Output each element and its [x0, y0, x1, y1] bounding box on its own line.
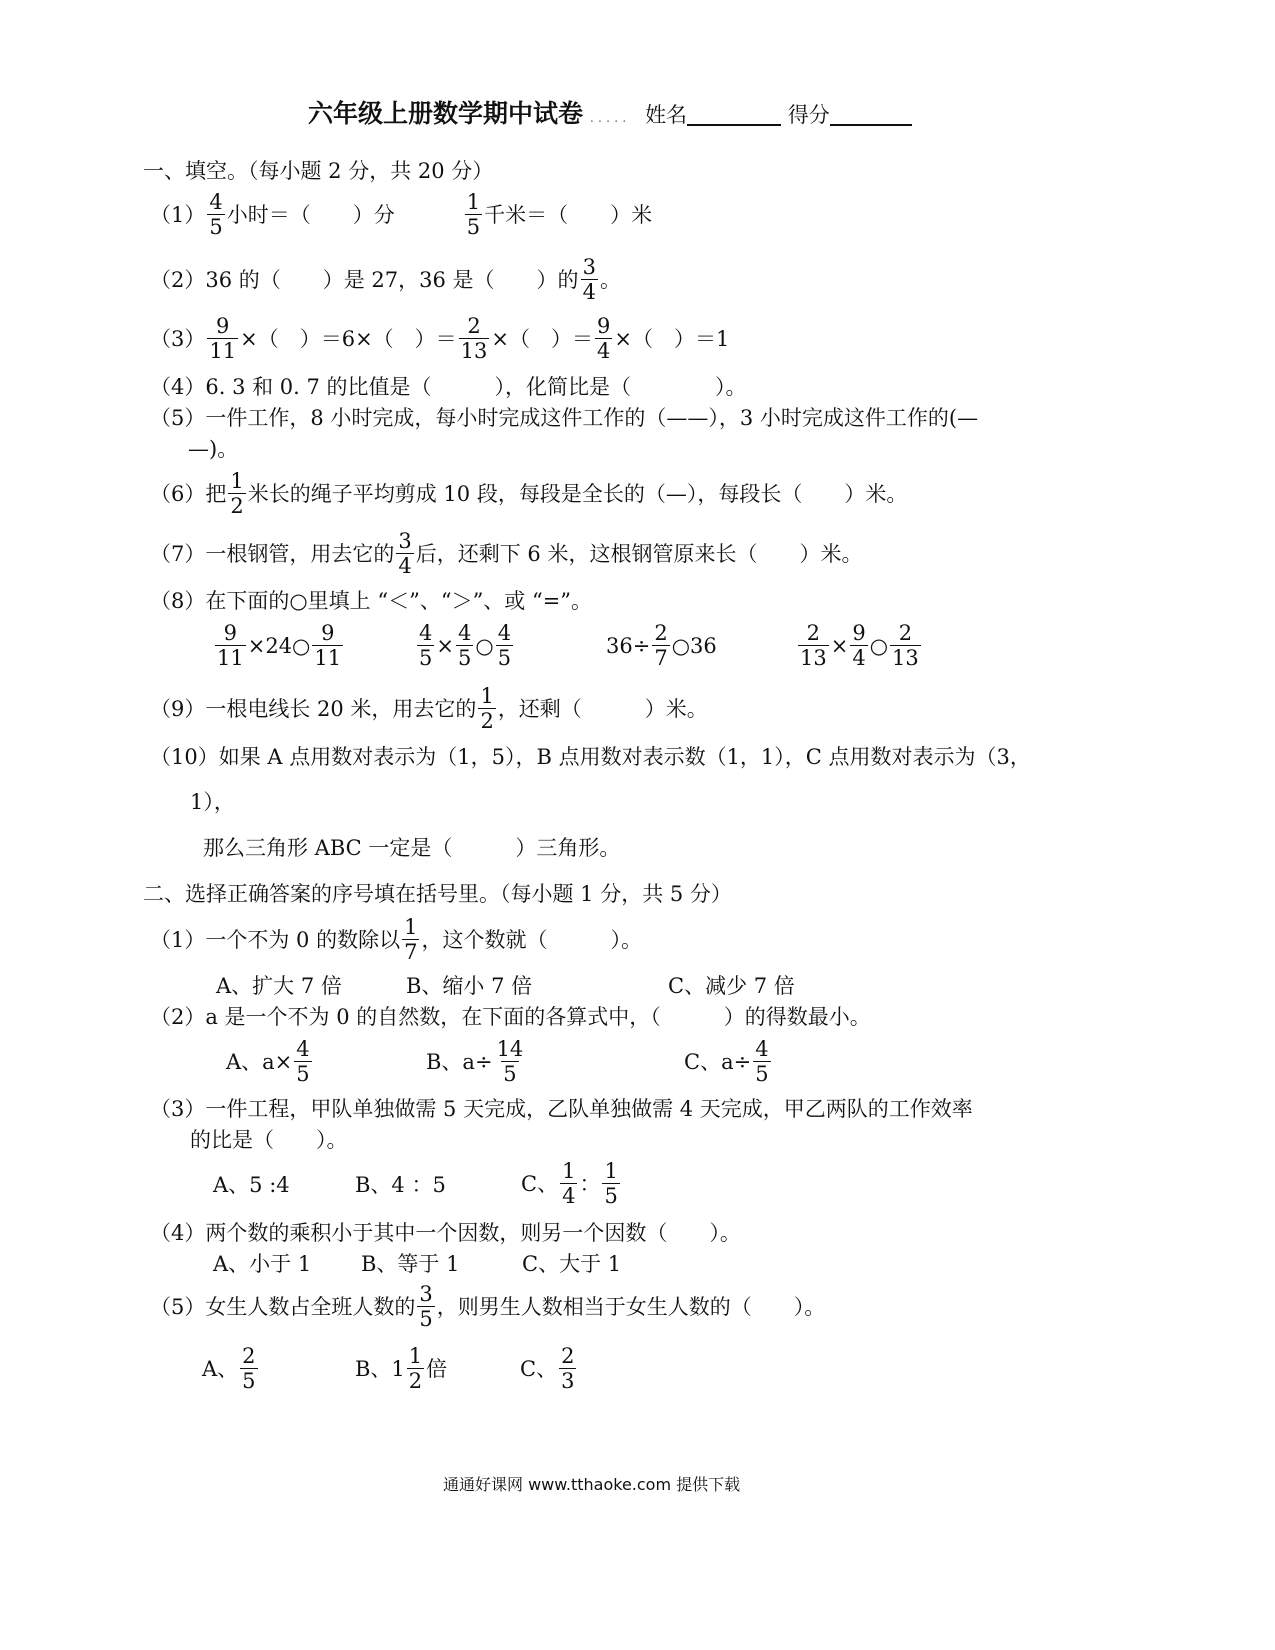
fraction: $\frac{4}{5}$ [457, 621, 472, 670]
q-text-end: 。 [599, 267, 621, 292]
question-1-2 [150, 257, 621, 303]
option-label: B、a÷ [426, 1049, 493, 1074]
option-b[interactable]: B、4 ：5 [355, 1173, 446, 1197]
fraction: $\frac{9}{4}$ [852, 621, 866, 670]
option-b[interactable]: B、缩小 7 倍 [406, 974, 533, 998]
question-2-5 [150, 1284, 825, 1330]
question-1-4: （4）6. 3 和 0. 7 的比值是（ ），化简比是（ ）。 [150, 375, 747, 399]
fraction: $\frac{4}{5}$ [419, 621, 433, 670]
fraction: $\frac{9}{11}$ [217, 621, 244, 670]
question-2-1 [150, 917, 642, 963]
question-1-7 [150, 531, 862, 577]
question-1-10-line1: （10）如果 A 点用数对表示为（1，5），B 点用数对表示数（1，1），C 点用数对表示为（3， [150, 745, 1031, 769]
question-1-5-line1: （5）一件工作，8 小时完成，每小时完成这件工作的（——），3 小时完成这件工作的(— [150, 406, 979, 430]
page-footer: 通通好课网 www.tthaoke.com 提供下载 [443, 1475, 741, 1494]
option-a[interactable]: A、5 :4 [213, 1173, 290, 1197]
question-1-3 [150, 316, 729, 362]
operator: ○36 [671, 633, 717, 658]
fraction: $\frac{1}{5}$ [604, 1159, 618, 1208]
fraction: $\frac{1}{2}$ [408, 1344, 423, 1393]
compare-expr-2 [415, 623, 515, 669]
option-unit: 倍 [426, 1356, 448, 1381]
question-1-8: （8）在下面的○里填上 “＜”、“＞”、或 “=”。 [150, 589, 593, 613]
option-c[interactable] [684, 1039, 773, 1085]
option-label: C、a÷ [684, 1049, 752, 1074]
exam-header [308, 101, 912, 126]
fraction: $\frac{1}{4}$ [562, 1159, 576, 1208]
fraction: $\frac{2}{7}$ [654, 621, 668, 670]
compare-expr-3 [606, 623, 717, 669]
q-text: （5）女生人数占全班人数的 [150, 1294, 416, 1319]
fraction: $\frac{1}{2}$ [230, 469, 244, 518]
option-label: A、 [202, 1356, 239, 1381]
fraction: $\frac{9}{11}$ [314, 621, 342, 670]
q-text: （2）36 的（ ）是 27，36 是（ ）的 [150, 267, 579, 292]
q-text: ，则男生人数相当于女生人数的（ ）。 [436, 1294, 826, 1319]
option-a[interactable]: A、扩大 7 倍 [216, 974, 342, 998]
question-1-10-line3: 那么三角形 ABC 一定是（ ）三角形。 [203, 836, 621, 860]
fraction: $\frac{2}{13}$ [892, 621, 919, 670]
option-a[interactable]: A、小于 1 [213, 1252, 312, 1276]
q-text: （7）一根钢管，用去它的 [150, 541, 395, 566]
operator: ○ [475, 633, 494, 658]
exam-title: 六年级上册数学期中试卷 [308, 99, 584, 128]
option-a[interactable] [226, 1039, 314, 1085]
fraction: $\frac{2}{5}$ [242, 1344, 256, 1393]
fraction: $\frac{4}{5}$ [296, 1037, 310, 1086]
fraction: $\frac{1}{5}$ [466, 190, 481, 239]
q-text: ×（ ）＝ [491, 326, 594, 351]
compare-expr-4 [796, 623, 923, 669]
option-b[interactable] [426, 1039, 527, 1085]
q-text: ，还剩（ ）米。 [497, 696, 708, 721]
question-1-6 [150, 471, 907, 517]
question-2-2: （2）a 是一个不为 0 的自然数，在下面的各算式中，（ ）的得数最小。 [150, 1005, 871, 1029]
name-blank[interactable] [687, 102, 781, 126]
option-c[interactable]: C、大于 1 [522, 1252, 622, 1276]
score-label: 得分 [787, 103, 830, 127]
operator: × [830, 633, 849, 658]
fraction: $\frac{4}{5}$ [755, 1037, 769, 1086]
operator: ×24○ [247, 633, 311, 658]
q-text: （1）一个不为 0 的数除以 [150, 927, 401, 952]
option-label: C、 [520, 1356, 558, 1381]
q-text: ×（ ）＝6×（ ）＝ [240, 326, 457, 351]
fraction: $\frac{2}{13}$ [460, 314, 488, 363]
question-2-3-line1: （3）一件工程，甲队单独做需 5 天完成，乙队单独做需 4 天完成，甲乙两队的工作效率 [150, 1097, 973, 1121]
q-text: 小时＝（ ）分 [226, 202, 395, 227]
fraction: $\frac{2}{13}$ [800, 621, 827, 670]
name-label: 姓名 [645, 103, 688, 127]
q-text: ×（ ）＝1 [614, 326, 730, 351]
operator: 36÷ [606, 633, 651, 658]
option-b[interactable]: B、等于 1 [361, 1252, 460, 1276]
q-text: 千米＝（ ）米 [484, 202, 653, 227]
fraction: $\frac{3}{4}$ [398, 529, 412, 578]
compare-expr-1 [213, 623, 345, 669]
title-dots: ..... [589, 111, 631, 126]
option-b[interactable] [355, 1346, 447, 1392]
q-text: 后，还剩下 6 米，这根钢管原来长（ ）米。 [415, 541, 863, 566]
option-label: B、1 [355, 1356, 405, 1381]
fraction: $\frac{1}{2}$ [480, 684, 494, 733]
fraction: $\frac{3}{4}$ [582, 255, 596, 304]
fraction: $\frac{4}{5}$ [497, 621, 512, 670]
fraction: $\frac{2}{3}$ [561, 1344, 575, 1393]
section-1-heading: 一、填空。（每小题 2 分，共 20 分） [143, 159, 494, 183]
fraction: $\frac{4}{5}$ [209, 190, 223, 239]
question-1-1 [150, 192, 652, 238]
q-text: 米长的绳子平均剪成 10 段，每段是全长的（—），每段长（ ）米。 [247, 481, 908, 506]
q-text: ，这个数就（ ）。 [421, 927, 642, 952]
q-text: （9）一根电线长 20 米，用去它的 [150, 696, 477, 721]
q-number: （3） [150, 326, 206, 351]
q-text: （6）把 [150, 481, 227, 506]
operator: ○ [869, 633, 889, 658]
question-1-10-line2: 1）， [190, 790, 235, 814]
option-c[interactable] [520, 1346, 578, 1392]
score-blank[interactable] [830, 102, 912, 126]
ratio-separator: ： [579, 1171, 601, 1196]
section-2-heading: 二、选择正确答案的序号填在括号里。（每小题 1 分，共 5 分） [143, 882, 732, 906]
question-2-4: （4）两个数的乘积小于其中一个因数，则另一个因数（ ）。 [150, 1221, 741, 1245]
fraction: $\frac{9}{4}$ [597, 314, 611, 363]
option-label: A、a× [226, 1049, 293, 1074]
option-c[interactable] [521, 1161, 622, 1207]
fraction: $\frac{14}{5}$ [496, 1037, 524, 1086]
question-2-3-line2: 的比是（ ）。 [190, 1128, 348, 1152]
option-a[interactable] [202, 1346, 260, 1392]
option-label: C、 [521, 1171, 559, 1196]
q-number: （1） [150, 202, 206, 227]
fraction: $\frac{3}{5}$ [419, 1282, 433, 1331]
fraction: $\frac{1}{7}$ [404, 915, 418, 964]
option-c[interactable]: C、减少 7 倍 [668, 974, 795, 998]
question-1-5-line2: —)。 [188, 437, 239, 461]
operator: × [436, 633, 454, 658]
fraction: $\frac{9}{11}$ [209, 314, 237, 363]
question-1-9 [150, 686, 708, 732]
